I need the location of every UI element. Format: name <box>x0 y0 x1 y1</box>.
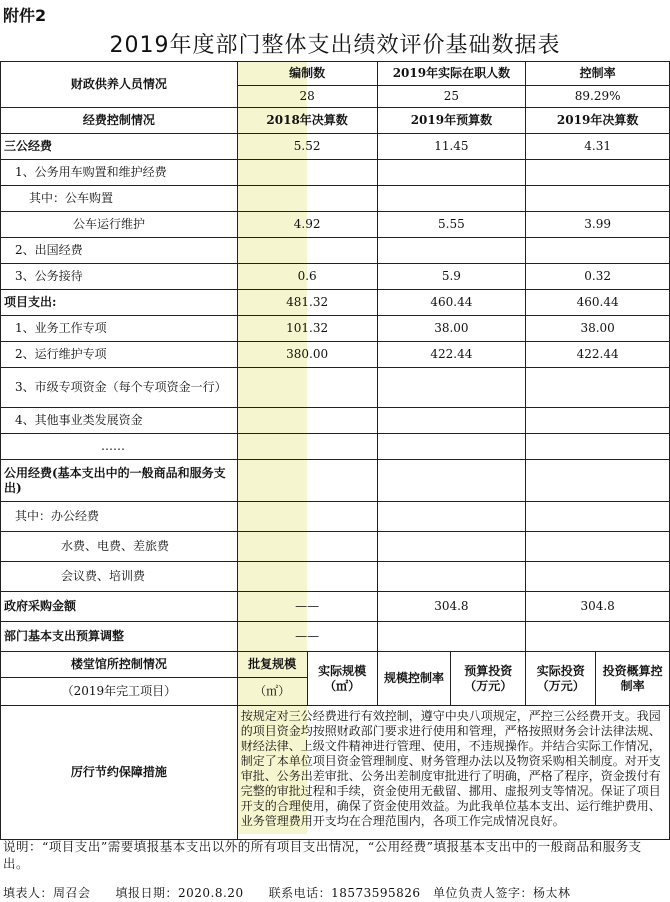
footnote: 说明：“项目支出”需要填报基本支出以外的所有项目支出情况，“公用经费”填报基本支出中的一般商品和服务支出。 <box>3 839 642 871</box>
cell-2018 <box>237 502 377 532</box>
cell-2019-final <box>526 532 670 562</box>
table-row <box>1 212 670 238</box>
cell-2019-budget: 422.44 <box>377 342 526 368</box>
cell-2019-final: 422.44 <box>526 342 670 368</box>
table-row <box>1 238 670 264</box>
row-label: 3、公务接待 <box>1 264 238 290</box>
table-row <box>1 316 670 342</box>
table-row <box>1 434 670 460</box>
row-label: 其中：公车购置 <box>1 186 238 212</box>
row-label: 政府采购金额 <box>1 592 238 622</box>
cell-2019-final: 304.8 <box>526 592 670 622</box>
funds-header-2019-budget: 2019年预算数 <box>377 108 526 134</box>
cell-2019-budget <box>377 460 526 502</box>
cell-2019-final <box>526 186 670 212</box>
cell-2019-budget: 11.45 <box>377 134 526 160</box>
row-label: 其中：办公经费 <box>1 502 238 532</box>
table-row <box>1 408 670 434</box>
measures-text: 按规定对三公经费进行有效控制，遵守中央八项规定，严控三公经费开支。我园的项目资金均按照财政部门要求进行使用和管理，严格按照财务会计法律法规、财经法律、上级文件精神进行管理、使用，不违规操作。并结合实际工作情况，制定了本单位项目资金管理制度、财务管理办法以及物资采购相关制度。对开支审批、公务出差审批、公务出差制度审批进行了明确，严格了程序，资金拨付有完整的审批过程和手续，资金使用无截留、挪用、虚报列支等情况。保证了项目开支的合理使用，确保了资金使用效益。为此我单位基本支出、运行维护费用、业务管理费用开支均在合理范围内，各项工作完成情况良好。 <box>237 706 669 840</box>
cell-2018 <box>237 460 377 502</box>
cell-2019-final <box>526 160 670 186</box>
cell-2018 <box>237 186 377 212</box>
cell-2019-budget <box>377 408 526 434</box>
staff-label: 财政供养人员情况 <box>1 62 238 108</box>
cell-2018 <box>237 408 377 434</box>
cell-2019-budget: 38.00 <box>377 316 526 342</box>
cell-2019-budget <box>377 532 526 562</box>
table-row <box>1 532 670 562</box>
cell-2019-final <box>526 434 670 460</box>
cell-2019-final: 4.31 <box>526 134 670 160</box>
table-row <box>1 186 670 212</box>
cell-2018 <box>237 238 377 264</box>
funds-header-2018: 2018年决算数 <box>237 108 377 134</box>
measures-label: 厉行节约保障措施 <box>1 706 238 840</box>
row-label: 项目支出: <box>1 290 238 316</box>
building-sublabel: （2019年完工项目） <box>1 678 238 706</box>
row-label: 4、其他事业类发展资金 <box>1 408 238 434</box>
cell-2018 <box>237 562 377 592</box>
attachment-label: 附件2 <box>3 6 47 25</box>
building-header-approved: 批复规模 <box>237 652 307 678</box>
cell-2019-budget: 5.55 <box>377 212 526 238</box>
row-label: 会议费、培训费 <box>1 562 238 592</box>
cell-2018 <box>237 368 377 408</box>
cell-2019-final: 0.32 <box>526 264 670 290</box>
cell-2019-budget <box>377 502 526 532</box>
cell-2018: 101.32 <box>237 316 377 342</box>
cell-2018: 380.00 <box>237 342 377 368</box>
staff-value-rate: 89.29% <box>526 86 670 108</box>
staff-value-authorized: 28 <box>237 86 377 108</box>
signature-line: 填表人：周召会 填报日期：2020.8.20 联系电话：18573595826 单位负责人签字：杨太林 <box>3 886 571 900</box>
row-label: 3、市级专项资金（每个专项资金一行） <box>1 368 238 408</box>
cell-2019-budget <box>377 434 526 460</box>
staff-header-actual: 2019年实际在职人数 <box>377 62 526 86</box>
cell-2019-budget: 304.8 <box>377 592 526 622</box>
cell-2018 <box>237 434 377 460</box>
table-row <box>1 342 670 368</box>
row-label: …… <box>1 434 238 460</box>
building-header-scale-rate: 规模控制率 <box>377 652 451 706</box>
cell-2018: 0.6 <box>237 264 377 290</box>
cell-2019-final <box>526 238 670 264</box>
building-label: 楼堂馆所控制情况 <box>1 652 238 678</box>
building-header-invest-rate: 投资概算控制率 <box>596 652 670 706</box>
cell-2018 <box>237 160 377 186</box>
table-row <box>1 592 670 622</box>
row-label: 1、业务工作专项 <box>1 316 238 342</box>
cell-2019-budget <box>377 160 526 186</box>
row-label: 公用经费(基本支出中的一般商品和服务支出) <box>1 460 238 502</box>
table-row <box>1 502 670 532</box>
cell-2019-budget: 5.9 <box>377 264 526 290</box>
cell-2019-final <box>526 622 670 652</box>
row-label: 2、出国经费 <box>1 238 238 264</box>
cell-2019-budget <box>377 186 526 212</box>
funds-header-2019-final: 2019年决算数 <box>526 108 670 134</box>
row-label: 部门基本支出预算调整 <box>1 622 238 652</box>
cell-2019-final <box>526 368 670 408</box>
row-label: 公车运行维护 <box>1 212 238 238</box>
cell-2018: —— <box>237 592 377 622</box>
cell-2019-final: 3.99 <box>526 212 670 238</box>
staff-value-actual: 25 <box>377 86 526 108</box>
row-label: 2、运行维护专项 <box>1 342 238 368</box>
cell-2019-budget: 460.44 <box>377 290 526 316</box>
cell-2019-budget <box>377 562 526 592</box>
cell-2019-final: 38.00 <box>526 316 670 342</box>
building-header-actual-invest: 实际投资（万元） <box>526 652 596 706</box>
page-title: 2019年度部门整体支出绩效评价基础数据表 <box>109 33 561 58</box>
staff-header-authorized: 编制数 <box>237 62 377 86</box>
row-label: 1、公务用车购置和维护经费 <box>1 160 238 186</box>
cell-2019-final <box>526 562 670 592</box>
table-row <box>1 460 670 502</box>
cell-2018: 5.52 <box>237 134 377 160</box>
row-label: 水费、电费、差旅费 <box>1 532 238 562</box>
table-row <box>1 622 670 652</box>
table-row <box>1 368 670 408</box>
cell-2018: 481.32 <box>237 290 377 316</box>
data-table <box>0 61 670 840</box>
cell-2018 <box>237 532 377 562</box>
building-header-actual-scale: 实际规模（㎡） <box>307 652 377 706</box>
cell-2018: 4.92 <box>237 212 377 238</box>
cell-2019-budget <box>377 238 526 264</box>
cell-2019-budget <box>377 622 526 652</box>
row-label: 三公经费 <box>1 134 238 160</box>
table-row <box>1 290 670 316</box>
table-row <box>1 160 670 186</box>
table-row <box>1 264 670 290</box>
table-row <box>1 562 670 592</box>
cell-2019-budget <box>377 368 526 408</box>
cell-2019-final <box>526 460 670 502</box>
cell-2019-final <box>526 408 670 434</box>
building-header-unit: （㎡） <box>237 678 307 706</box>
cell-2019-final <box>526 502 670 532</box>
table-row <box>1 134 670 160</box>
building-header-budget-invest: 预算投资（万元） <box>451 652 526 706</box>
staff-header-rate: 控制率 <box>526 62 670 86</box>
cell-2019-final: 460.44 <box>526 290 670 316</box>
funds-label: 经费控制情况 <box>1 108 238 134</box>
cell-2018: —— <box>237 622 377 652</box>
